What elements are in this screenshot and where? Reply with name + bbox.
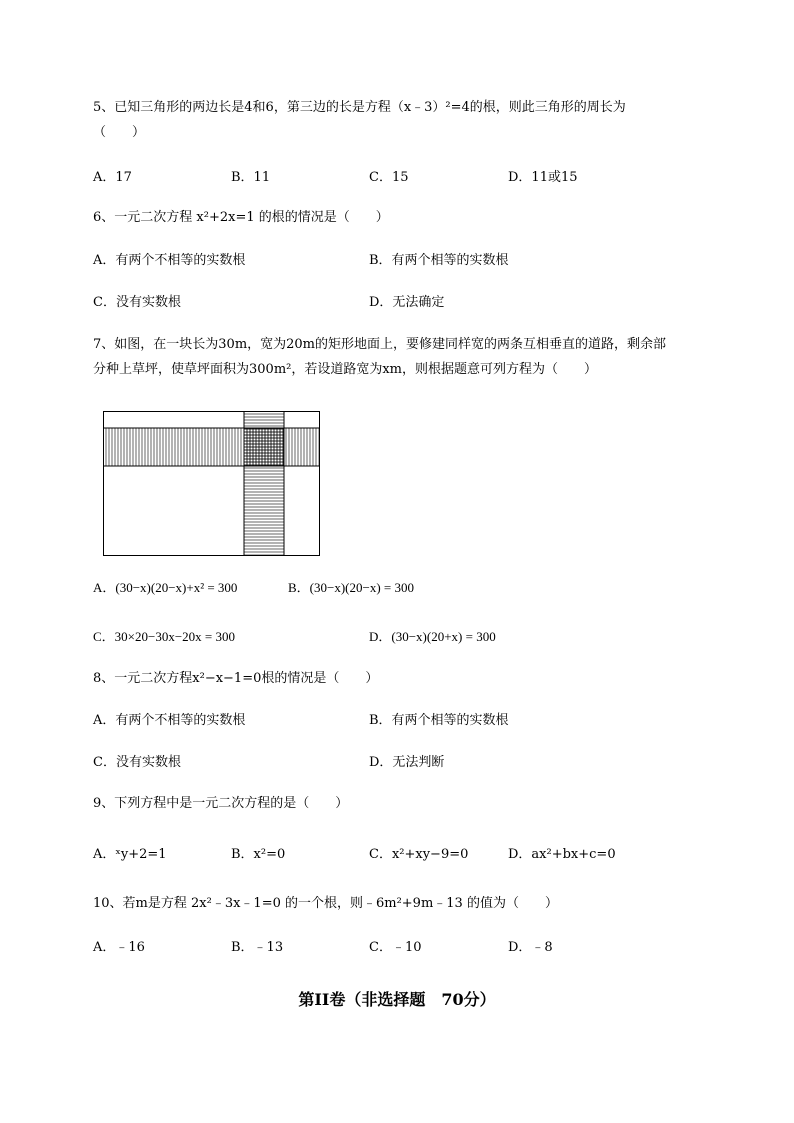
q7-stem-line2: 分种上草坪，使草坪面积为300m²，若设道路宽为xm，则根据题意可列方程为（ ） <box>93 362 598 377</box>
q5-option-b: B．11 <box>231 170 271 185</box>
section-title: 第II卷（非选择题 70分） <box>298 990 496 1009</box>
q7-stem-line1: 7、如图，在一块长为30m，宽为20m的矩形地面上，要修建同样宽的两条互相垂直的道路，剩余部 <box>93 337 667 352</box>
q6-stem: 6、一元二次方程 x²+2x=1 的根的情况是（ ） <box>93 210 389 225</box>
q8-option-c: C．没有实数根 <box>93 755 181 770</box>
q10-option-c: C．﹣10 <box>369 940 422 955</box>
horizontal-road <box>104 428 320 466</box>
q7-option-a: A．(30−x)(20−x)+x² = 300 <box>93 580 238 595</box>
q5-option-d: D．11或15 <box>508 170 578 185</box>
q8-option-a: A．有两个不相等的实数根 <box>93 713 246 728</box>
q10-stem: 10、若m是方程 2x²﹣3x﹣1=0 的一个根，则﹣6m²+9m﹣13 的值为（ ） <box>93 896 558 911</box>
q6-option-b: B．有两个相等的实数根 <box>369 253 509 268</box>
q10-option-b: B．﹣13 <box>231 940 284 955</box>
q10-option-d: D．﹣8 <box>508 940 553 955</box>
q9-option-d: D．ax²+bx+c=0 <box>508 847 616 862</box>
q9-option-a: A．ˣy+2=1 <box>93 847 167 862</box>
q5-stem-line2: （ ） <box>93 125 146 140</box>
q5-stem-line1: 5、已知三角形的两边长是4和6，第三边的长是方程（x﹣3）²=4的根，则此三角形的周长为 <box>93 100 626 115</box>
q8-stem: 8、一元二次方程x²−x−1=0根的情况是（ ） <box>93 671 379 686</box>
q7-option-b: B．(30−x)(20−x) = 300 <box>288 580 414 595</box>
q10-option-a: A．﹣16 <box>93 940 145 955</box>
q8-option-d: D．无法判断 <box>369 755 445 770</box>
q6-option-c: C．没有实数根 <box>93 295 181 310</box>
q6-option-d: D．无法确定 <box>369 295 445 310</box>
q9-option-c: C．x²+xy−9=0 <box>369 847 469 862</box>
q7-option-d: D．(30−x)(20+x) = 300 <box>369 629 496 644</box>
q6-option-a: A．有两个不相等的实数根 <box>93 253 246 268</box>
q7-figure-rectangle-with-roads <box>102 410 322 558</box>
q9-stem: 9、下列方程中是一元二次方程的是（ ） <box>93 796 349 811</box>
q7-option-c: C．30×20−30x−20x = 300 <box>93 629 235 644</box>
q8-option-b: B．有两个相等的实数根 <box>369 713 509 728</box>
q5-option-a: A．17 <box>93 170 132 185</box>
q5-option-c: C．15 <box>369 170 409 185</box>
q9-option-b: B．x²=0 <box>231 847 286 862</box>
